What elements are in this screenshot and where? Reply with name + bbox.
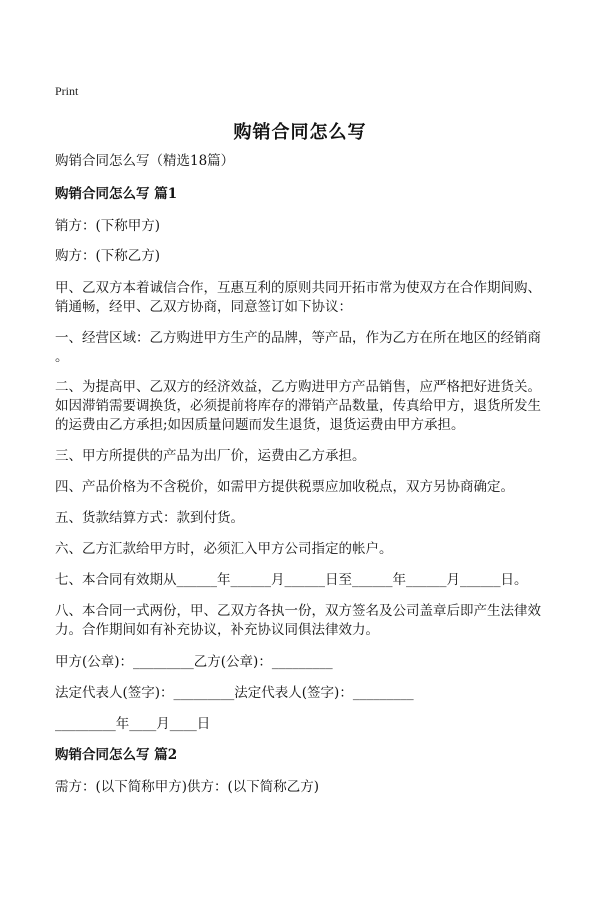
clause-2-line-2: 如因滞销需要调换货，必须提前将库存的滞销产品数量，传真给甲方，退货所发生: [55, 398, 541, 414]
signature-date-line: _________年____月____日: [55, 716, 211, 732]
signature-representative-line: 法定代表人(签字)：_________法定代表人(签字)：_________: [55, 685, 414, 701]
clause-2-line-1: 二、为提高甲、乙双方的经济效益，乙方购进甲方产品销售，应严格把好进货关。: [55, 379, 541, 395]
clause-2-line-3: 的运费由乙方承担;如因质量问题而发生退货，退货运费由甲方承担。: [55, 417, 465, 433]
print-label: Print: [55, 84, 79, 98]
clause-4: 四、产品价格为不含税价，如需甲方提供税票应加收税点，双方另协商确定。: [55, 479, 514, 495]
section-heading-1: 购销合同怎么写 篇1: [55, 186, 178, 202]
clause-1-line-2: 。: [55, 349, 69, 365]
parties-line: 需方：(以下简称甲方)供方：(以下简称乙方): [55, 779, 320, 795]
intro-line-1: 甲、乙双方本着诚信合作，互惠互利的原则共同开拓市常为使双方在合作期间购、: [55, 280, 541, 296]
clause-5: 五、货款结算方式：款到付货。: [55, 510, 244, 526]
clause-8-line-1: 八、本合同一式两份，甲、乙双方各执一份，双方签名及公司盖章后即产生法律效: [55, 603, 541, 619]
document-subtitle: 购销合同怎么写（精选18篇）: [55, 153, 235, 169]
document-title: 购销合同怎么写: [233, 122, 367, 143]
signature-party-line: 甲方(公章)：_________乙方(公章)：_________: [55, 654, 333, 670]
clause-8-line-2: 力。合作期间如有补充协议，补充协议同俱法律效力。: [55, 622, 379, 638]
buyer-line: 购方：(下称乙方): [55, 248, 161, 264]
intro-line-2: 销通畅，经甲、乙双方协商，同意签订如下协议：: [55, 299, 352, 315]
clause-3: 三、甲方所提供的产品为出厂价，运费由乙方承担。: [55, 448, 366, 464]
clause-1-line-1: 一、经营区域：乙方购进甲方生产的品牌，等产品，作为乙方在所在地区的经销商: [55, 330, 541, 346]
clause-6: 六、乙方汇款给甲方时，必须汇入甲方公司指定的帐户。: [55, 541, 393, 557]
clause-7: 七、本合同有效期从______年______月______日至______年______月______日。: [55, 572, 528, 588]
section-heading-2: 购销合同怎么写 篇2: [55, 747, 178, 763]
seller-line: 销方：(下称甲方): [55, 218, 161, 234]
